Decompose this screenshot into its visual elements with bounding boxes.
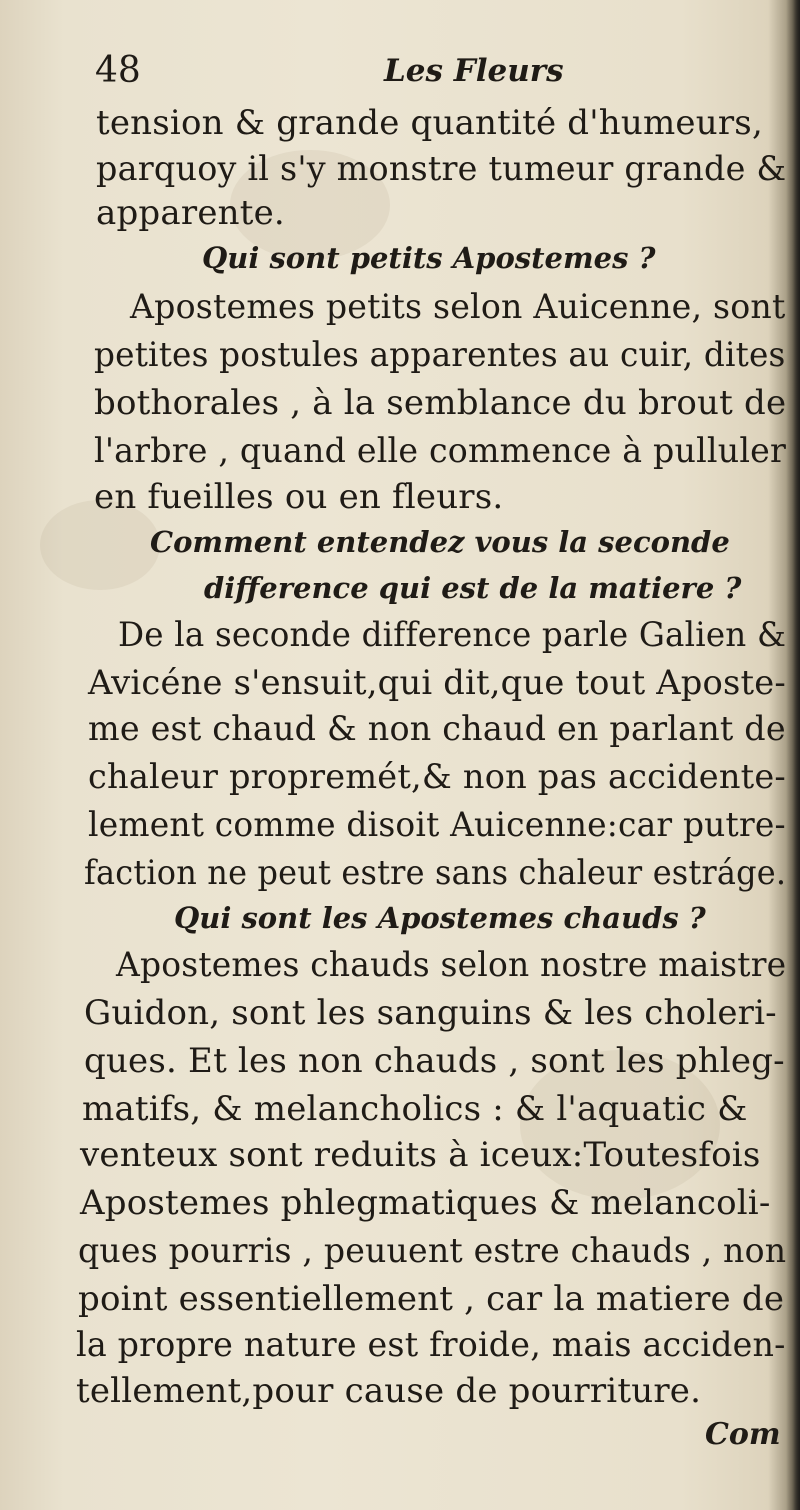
text-line: bothorales , à la semblance du brout de — [94, 383, 787, 423]
text-line: parquoy il s'y monstre tumeur grande & — [96, 149, 787, 189]
section-heading: Qui sont les Apostemes chauds ? — [174, 901, 706, 935]
section-heading: Qui sont petits Apostemes ? — [202, 241, 656, 275]
text-line: tellement,pour cause de pourriture. — [76, 1371, 702, 1411]
catchword: Com — [705, 1417, 781, 1452]
text-line: l'arbre , quand elle commence à pulluler — [94, 431, 787, 471]
text-line: la propre nature est froide, mais acciden- — [76, 1325, 786, 1365]
text-line: De la seconde difference parle Galien & — [118, 615, 787, 655]
text-line: Avicéne s'ensuit,qui dit,que tout Aposte- — [88, 663, 787, 703]
section-heading: difference qui est de la matiere ? — [204, 571, 742, 605]
text-line: ques pourris , peuuent estre chauds , non — [78, 1231, 787, 1271]
text-line: Apostemes petits selon Auicenne, sont — [130, 287, 786, 327]
text-line: Guidon, sont les sanguins & les choleri- — [84, 993, 777, 1033]
text-line: faction ne peut estre sans chaleur estráge. — [84, 853, 787, 893]
text-line: Apostemes phlegmatiques & melancoli- — [80, 1183, 771, 1223]
text-line: lement comme disoit Auicenne:car putre- — [88, 805, 786, 845]
page-edge-shadow — [786, 0, 800, 1510]
text-line: point essentiellement , car la matiere de — [78, 1279, 785, 1319]
text-line: me est chaud & non chaud en parlant de — [88, 709, 786, 749]
section-heading: Comment entendez vous la seconde — [150, 525, 730, 559]
text-line: venteux sont reduits à iceux:Toutesfois — [80, 1135, 761, 1175]
page-number: 48 — [95, 50, 141, 91]
text-line: petites postules apparentes au cuir, dites — [94, 335, 786, 375]
running-title: Les Fleurs — [384, 53, 564, 89]
text-line: en fueilles ou en fleurs. — [94, 477, 504, 517]
text-line: apparente. — [96, 193, 285, 233]
text-line: Apostemes chauds selon nostre maistre — [116, 945, 787, 985]
text-line: matifs, & melancholics : & l'aquatic & — [82, 1089, 748, 1129]
text-line: ques. Et les non chauds , sont les phleg- — [84, 1041, 785, 1081]
text-line: chaleur propremét,& non pas accidente- — [88, 757, 786, 797]
text-line: tension & grande quantité d'humeurs, — [96, 103, 763, 143]
